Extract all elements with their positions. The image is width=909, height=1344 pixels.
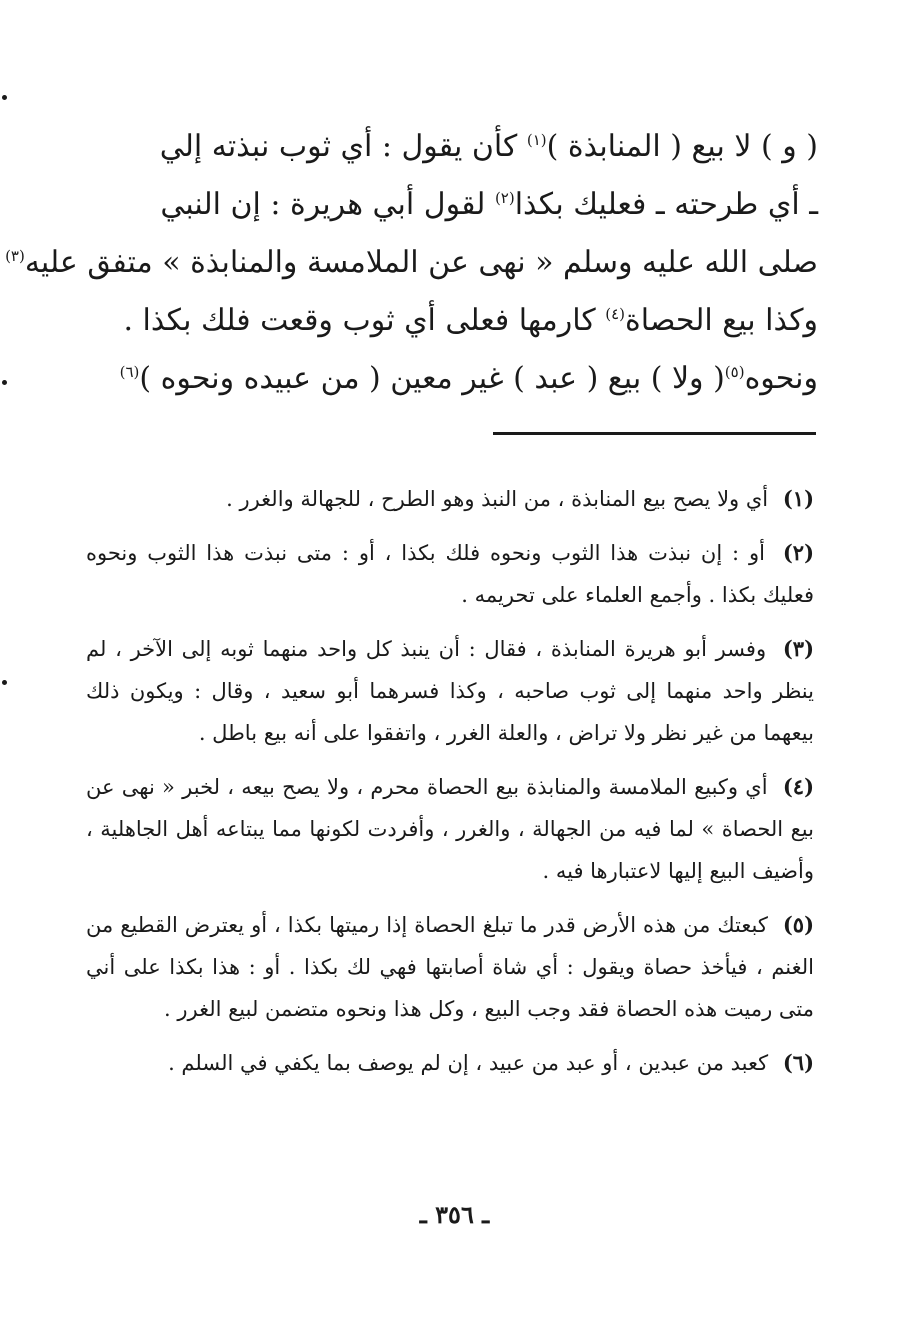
footnote-ref[interactable]: (٣) (5, 247, 25, 265)
footnote-ref[interactable]: (٢) (494, 189, 515, 207)
page-number: ـ ٣٥٦ ـ (419, 1200, 490, 1229)
footnote (86, 766, 814, 892)
footnote-text: وفسر أبو هريرة المنابذة ، فقال : أن ينبذ كل واحد منهما ثوبه إلى الآخر ، لم ينظر واحد منهما إلى ثوب صاحبه ، وكذا فسرهما أبو سعيد ، وقال : ويكون ذلك بيعهما من غير نظر ولا تراض ، والعلة الغرر ، واتفقوا على أنه بيع باطل . (86, 637, 814, 745)
footnote-number: (٤) (782, 774, 814, 799)
margin-mark (2, 380, 7, 385)
footnote-ref[interactable]: (٥) (724, 363, 745, 381)
footnote (86, 904, 814, 1030)
footnote-separator (493, 432, 816, 435)
main-line: ( و ) لا بيع ( المنابذة )$^{(١)}$ كأن يقول : أي ثوب نبذته إلي (159, 129, 818, 164)
footnote-number: (١) (782, 486, 814, 511)
footnote (86, 478, 814, 520)
footnote-text: أي وكبيع الملامسة والمنابذة بيع الحصاة محرم ، ولا يصح بيعه ، لخبر « نهى عن بيع الحصاة » لما فيه من الجهالة ، والغرر ، وأفردت لكونها مما يبتاعه أهل الجاهلية ، وأضيف البيع إليها لاعتبارها فيه . (86, 775, 814, 883)
main-line: ونحوه$^{(٥)}$( ولا ) بيع ( عبد ) غير معين ( من عبيده ونحوه )$^{(٦)}$ (119, 361, 818, 396)
footnote-number: (٦) (782, 1050, 814, 1075)
footnote-number: (٣) (782, 636, 814, 661)
footnote-text: أو : إن نبذت هذا الثوب ونحوه فلك بكذا ، أو : متى نبذت هذا الثوب ونحوه فعليك بكذا . وأجمع العلماء على تحريمه . (86, 541, 814, 607)
margin-mark (2, 95, 7, 100)
footnote (86, 628, 814, 754)
footnote-text: أي ولا يصح بيع المنابذة ، من النبذ وهو الطرح ، للجهالة والغرر . (226, 487, 769, 511)
footnote-number: (٥) (782, 912, 814, 937)
margin-mark (2, 680, 7, 685)
main-line: ـ أي طرحته ـ فعليك بكذا$^{(٢)}$ لقول أبي هريرة : إن النبي (160, 187, 818, 222)
main-line: وكذا بيع الحصاة$^{(٤)}$ كارمها فعلى أي ثوب وقعت فلك بكذا . (123, 303, 818, 338)
footnote (86, 1042, 814, 1084)
main-line: صلى الله عليه وسلم « نهى عن الملامسة والمنابذة » متفق عليه$^{(٣)}$ (5, 245, 818, 280)
footnote-ref[interactable]: (٦) (119, 363, 140, 381)
footnote-number: (٢) (782, 540, 814, 565)
main-text (5, 118, 818, 408)
footnote (86, 532, 814, 616)
footnote-text: كبعتك من هذه الأرض قدر ما تبلغ الحصاة إذا رميتها بكذا ، أو يعترض القطيع من الغنم ، فيأخذ حصاة ويقول : أي شاة أصابتها فهي لك بكذا . أو : هذا بكذا على أني متى رميت هذه الحصاة فقد وجب البيع ، وكل هذا ونحوه متضمن لبيع الغرر . (86, 913, 814, 1021)
footnote-ref[interactable]: (٤) (605, 305, 625, 323)
footnotes (86, 478, 814, 1096)
footnote-ref[interactable]: (١) (526, 131, 547, 149)
footnote-text: كعبد من عبدين ، أو عبد من عبيد ، إن لم يوصف بما يكفي في السلم . (168, 1051, 769, 1075)
